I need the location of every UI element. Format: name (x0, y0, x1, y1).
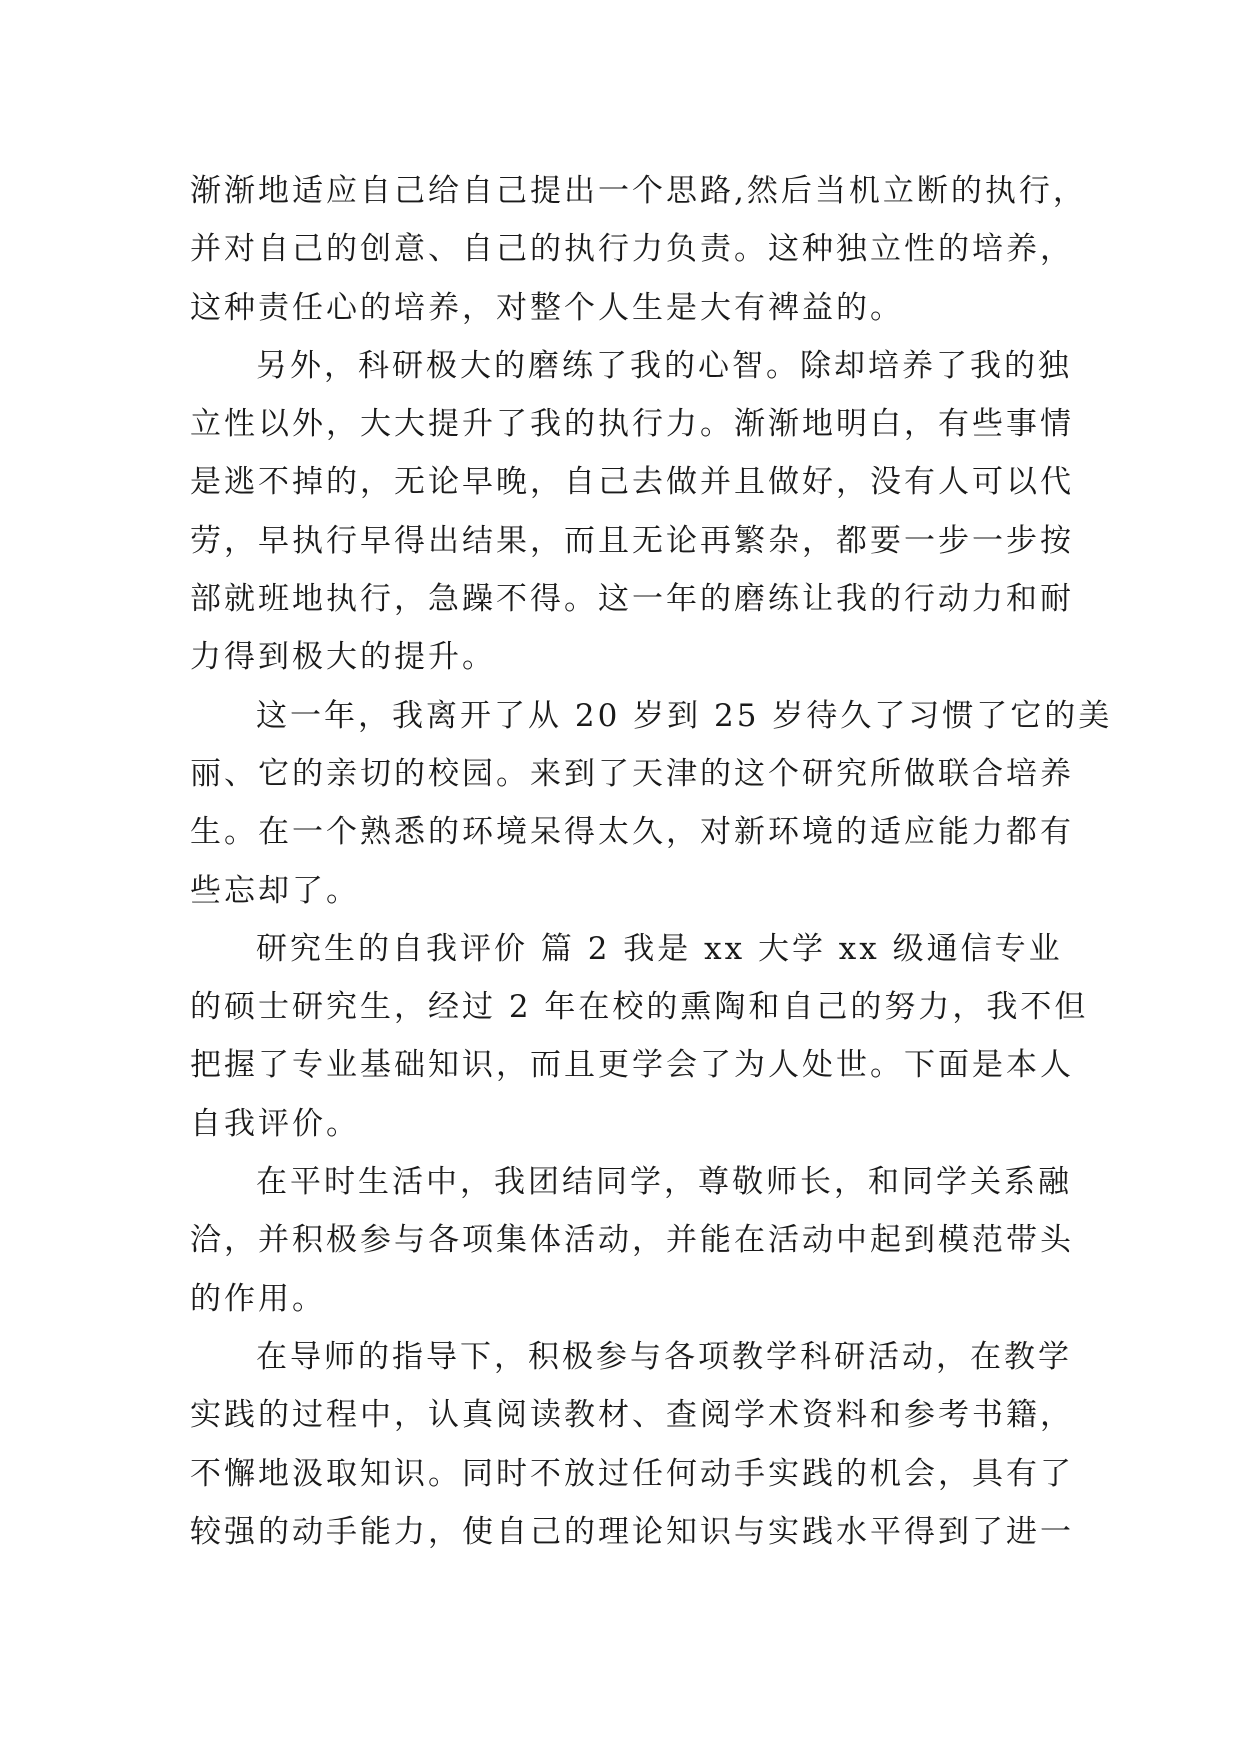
text-line: 立性以外，大大提升了我的执行力。渐渐地明白，有些事情 (190, 406, 1074, 443)
text-line: 的作用。 (190, 1280, 326, 1317)
text-line: 洽，并积极参与各项集体活动，并能在活动中起到模范带头 (190, 1222, 1074, 1259)
text-line: 较强的动手能力，使自己的理论知识与实践水平得到了进一 (190, 1513, 1074, 1550)
text-line: 渐渐地适应自己给自己提出一个思路,然后当机立断的执行， (190, 173, 1087, 209)
text-line: 在平时生活中，我团结同学，尊敬师长，和同学关系融 (256, 1164, 1072, 1201)
text-line: 的硕士研究生，经过 2 年在校的熏陶和自己的努力，我不但 (190, 989, 1089, 1026)
text-line: 这种责任心的培养，对整个人生是大有裨益的。 (190, 289, 904, 326)
text-line: 研究生的自我评价 篇 2 我是 xx 大学 xx 级通信专业 (256, 930, 1063, 967)
text-line: 是逃不掉的，无论早晚，自己去做并且做好，没有人可以代 (190, 464, 1074, 501)
document-body (190, 162, 1113, 1561)
text-line: 些忘却了。 (190, 872, 360, 909)
text-line: 丽、它的亲切的校园。来到了天津的这个研究所做联合培养 (190, 755, 1074, 792)
text-line: 并对自己的创意、自己的执行力负责。这种独立性的培养， (190, 231, 1074, 268)
text-line: 在导师的指导下，积极参与各项教学科研活动，在教学 (256, 1338, 1072, 1375)
text-line: 生。在一个熟悉的环境呆得太久，对新环境的适应能力都有 (190, 814, 1074, 851)
text-line: 自我评价。 (190, 1105, 360, 1142)
text-line: 部就班地执行，急躁不得。这一年的磨练让我的行动力和耐 (190, 581, 1074, 618)
text-line: 另外，科研极大的磨练了我的心智。除却培养了我的独 (256, 347, 1072, 384)
text-line: 这一年，我离开了从 20 岁到 25 岁待久了习惯了它的美 (256, 697, 1113, 734)
text-line: 实践的过程中，认真阅读教材、查阅学术资料和参考书籍， (190, 1397, 1074, 1434)
text-line: 不懈地汲取知识。同时不放过任何动手实践的机会，具有了 (190, 1455, 1074, 1492)
text-line: 力得到极大的提升。 (190, 639, 496, 676)
text-line: 把握了专业基础知识，而且更学会了为人处世。下面是本人 (190, 1047, 1074, 1084)
text-line: 劳，早执行早得出结果，而且无论再繁杂，都要一步一步按 (190, 522, 1074, 559)
